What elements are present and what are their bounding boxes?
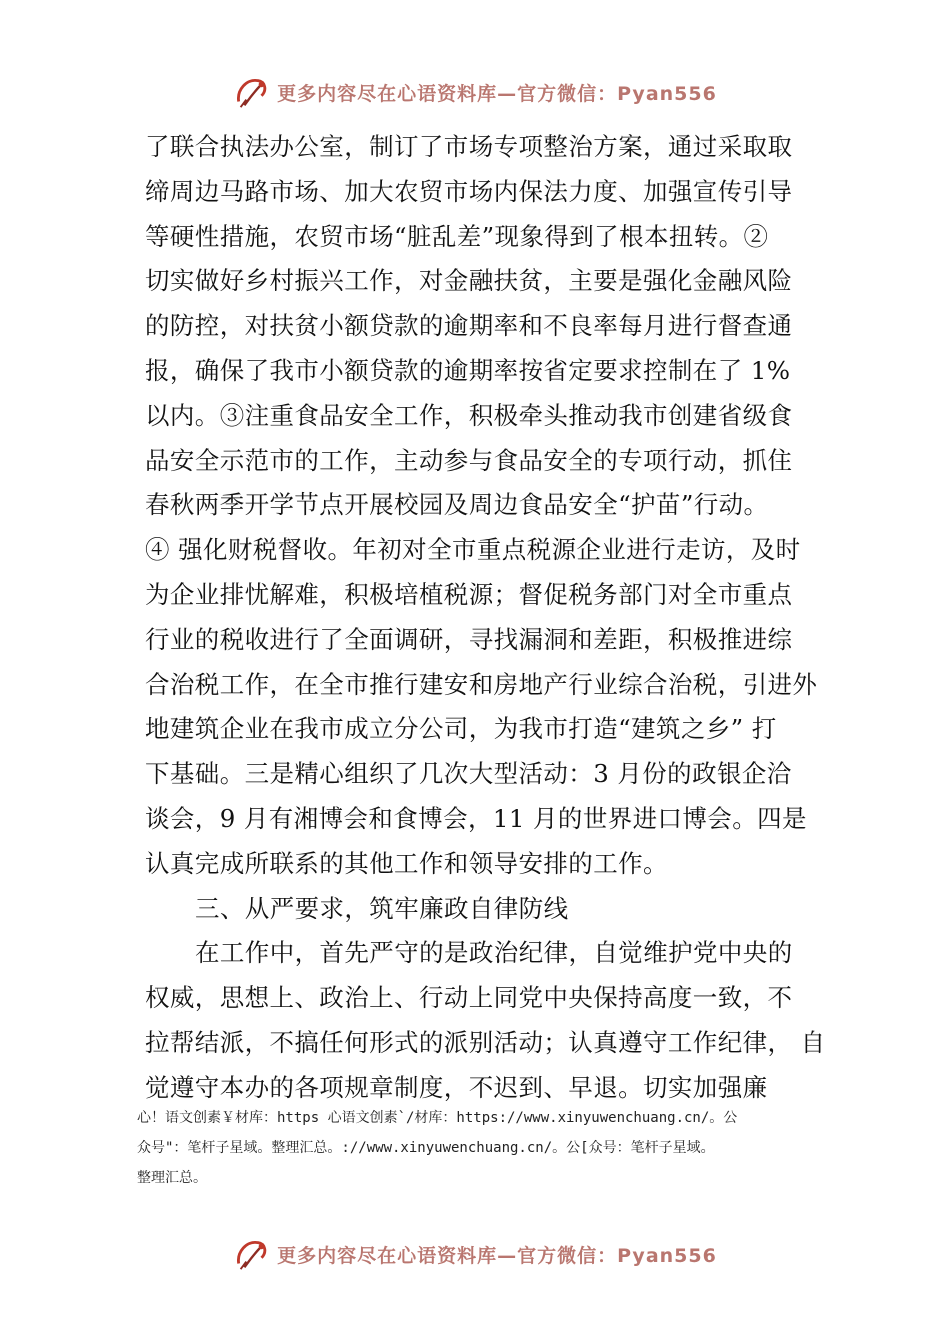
paragraph-line: 权威，思想上、政治上、行动上同党中央保持高度一致，不 (145, 983, 793, 1013)
banner-text: 更多内容尽在心语资料库—官方微信：Pyan556 (277, 82, 717, 105)
body-line: 的防控，对扶贫小额贷款的逾期率和不良率每月进行督查通 (145, 311, 793, 341)
footnote-line: 整理汇总。 (137, 1170, 207, 1186)
body-line: 合治税工作，在全市推行建安和房地产行业综合治税，引进外 (145, 669, 818, 699)
logo-icon (233, 1235, 271, 1273)
paragraph-line: 拉帮结派，不搞任何形式的派别活动；认真遵守工作纪律， 自 (145, 1027, 826, 1057)
body-line: 缔周边马路市场、加大农贸市场内保法力度、加强宣传引导 (145, 176, 793, 206)
body-line: 品安全示范市的工作，主动参与食品安全的专项行动，抓住 (145, 445, 793, 475)
body-line: 以内。③注重食品安全工作，积极牵头推动我市创建省级食 (145, 400, 793, 430)
footnote-line: 众号"：笔杆子星域。整理汇总。://www.xinyuwenchuang.cn/。公[众号：笔杆子星域。 (137, 1140, 715, 1156)
body-line: 春秋两季开学节点开展校园及周边食品安全“护苗”行动。 (145, 490, 769, 520)
body-line: 为企业排忧解难，积极培植税源；督促税务部门对全市重点 (145, 579, 793, 609)
body-line: 了联合执法办公室，制订了市场专项整治方案，通过采取取 (145, 132, 793, 161)
body-line: 行业的税收进行了全面调研，寻找漏洞和差距，积极推进综 (145, 624, 793, 654)
header-banner (0, 70, 950, 114)
body-line: 切实做好乡村振兴工作，对金融扶贫，主要是强化金融风险 (145, 266, 793, 296)
body-line: ④ 强化财税督收。年初对全市重点税源企业进行走访，及时 (145, 535, 801, 565)
banner-text: 更多内容尽在心语资料库—官方微信：Pyan556 (277, 1244, 717, 1267)
paragraph-line: 在工作中，首先严守的是政治纪律，自觉维护党中央的 (195, 938, 793, 968)
body-line: 认真完成所联系的其他工作和领导安排的工作。 (145, 848, 668, 878)
section-heading: 三、从严要求，筑牢廉政自律防线 (195, 893, 569, 923)
body-line: 谈会，9 月有湘博会和食博会，11 月的世界进口博会。四是 (145, 803, 807, 833)
body-line: 下基础。三是精心组织了几次大型活动：3 月份的政银企洽 (145, 759, 792, 789)
logo-icon (233, 73, 271, 111)
body-line: 地建筑企业在我市成立分公司，为我市打造“建筑之乡” 打 (145, 714, 777, 744)
footer-banner (0, 1232, 950, 1276)
paragraph-line: 觉遵守本办的各项规章制度，不迟到、早退。切实加强廉 (145, 1072, 768, 1102)
footnote-line: 心！语文创素￥材库：https 心语文创素`/材库：https://www.xinyuwenchuang.cn/。公 (137, 1110, 738, 1126)
document-body (145, 125, 825, 1111)
body-line: 报，确保了我市小额贷款的逾期率按省定要求控制在了 1% (145, 355, 791, 385)
footnote (137, 1103, 837, 1193)
body-line: 等硬性措施，农贸市场“脏乱差”现象得到了根本扭转。② (145, 221, 769, 251)
